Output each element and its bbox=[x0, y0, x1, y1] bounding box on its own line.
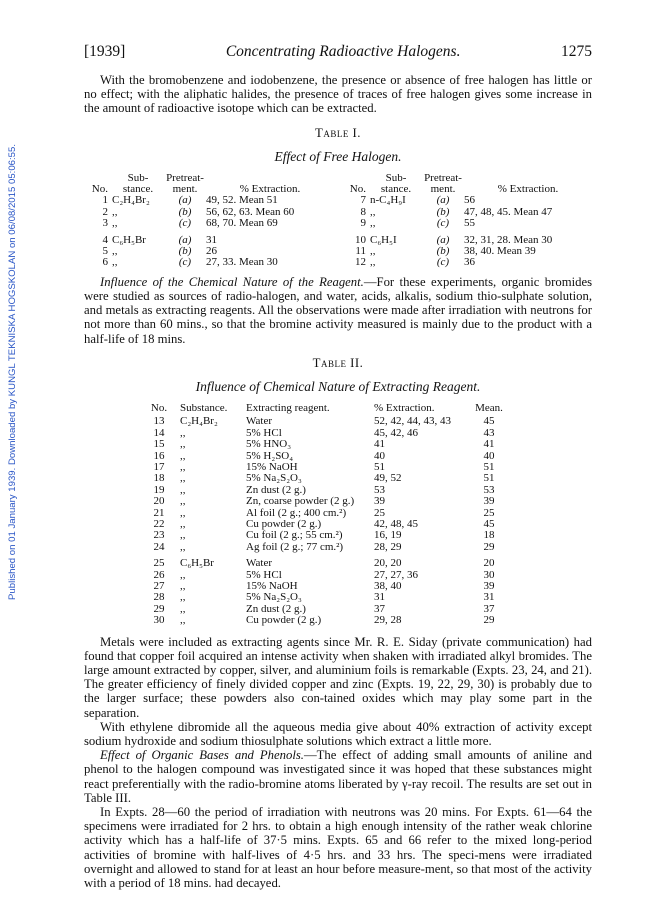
table2-row bbox=[144, 542, 506, 553]
table2-cell-ext: 20, 20 bbox=[374, 557, 402, 570]
table2-title: Influence of Chemical Nature of Extracting Reagent. bbox=[195, 378, 481, 394]
table1-cell-r-pre: (c) bbox=[436, 217, 450, 230]
table1-cell-r-no: 8 bbox=[360, 205, 366, 218]
page-content bbox=[84, 43, 592, 890]
table2-cell-mean: 51 bbox=[483, 472, 495, 485]
table-2 bbox=[144, 403, 506, 627]
table1-cell-r-pre: (c) bbox=[436, 256, 450, 269]
table1-cell-l-pre: (c) bbox=[178, 217, 192, 230]
table1-cell-l-sub: ,, bbox=[112, 256, 118, 269]
table1-cell-l-sub: ,, bbox=[112, 217, 118, 230]
table2-cell-sub: ,, bbox=[180, 483, 186, 496]
table2-cell-mean: 43 bbox=[483, 426, 495, 439]
table2-cell-reag: Zn dust (2 g.) bbox=[246, 483, 306, 496]
table1-cell-l-ext: 26 bbox=[206, 245, 217, 258]
table2-row bbox=[144, 451, 506, 462]
header-no-right: No. bbox=[349, 183, 366, 196]
table1-row bbox=[84, 218, 592, 229]
table1-cell-r-ext: 56 bbox=[464, 194, 475, 207]
table2-cell-reag: 5% Na₂S₂O₃ bbox=[246, 472, 302, 485]
table1-cell-r-ext: 32, 31, 28. Mean 30 bbox=[464, 233, 553, 246]
table1-cell-r-pre: (a) bbox=[436, 194, 450, 207]
table2-row bbox=[144, 496, 506, 507]
table2-cell-reag: 15% NaOH bbox=[246, 579, 298, 592]
header-year: [1939] bbox=[84, 43, 126, 60]
table2-cell-ext: 40 bbox=[374, 449, 385, 462]
influence-paragraph: Influence of the Chemical Nature of the Reagent.—For these experiments, organic bromides were studied as sources of radio-halogen, and water, acids, alkalis, sodium thio-sulphate solution, and metals as extracting reagents. All the observations were made after irradiation with neutrons for not more than 60 mins., so that the bromine activity measured is mainly due to the product with a half-life of 18 mins. bbox=[84, 274, 593, 346]
table2-cell-sub: ,, bbox=[180, 568, 186, 581]
table2-cell-sub: ,, bbox=[180, 517, 186, 530]
table1-cell-r-ext: 38, 40. Mean 39 bbox=[464, 245, 536, 258]
table2-cell-mean: 39 bbox=[483, 495, 495, 508]
header-title: Concentrating Radioactive Halogens. bbox=[225, 43, 461, 60]
table2-cell-reag: 5% HCl bbox=[246, 426, 282, 439]
table1-cell-l-no: 3 bbox=[102, 217, 108, 230]
table1-label: Table I. bbox=[315, 125, 361, 140]
table1-cell-l-pre: (b) bbox=[178, 205, 192, 218]
table1-cell-r-sub: ,, bbox=[370, 256, 376, 269]
table2-cell-mean: 40 bbox=[483, 449, 495, 462]
table2-cell-reag: 5% H₂SO₄ bbox=[246, 449, 294, 462]
table2-cell-reag: Cu powder (2 g.) bbox=[246, 614, 322, 627]
table2-cell-ext: 52, 42, 44, 43, 43 bbox=[374, 415, 451, 428]
table1-cell-r-sub: C₆H₅I bbox=[370, 233, 397, 246]
table1-cell-r-sub: n-C₄H₉I bbox=[370, 194, 406, 207]
table2-cell-sub: ,, bbox=[180, 591, 186, 604]
table1-cell-r-no: 9 bbox=[360, 217, 366, 230]
table2-cell-sub: ,, bbox=[180, 506, 186, 519]
table2-cell-no: 20 bbox=[153, 495, 165, 508]
table1-cell-l-sub: C₂H₄Br₂ bbox=[112, 194, 150, 207]
bases-paragraph: Effect of Organic Bases and Phenols.—The effect of adding small amounts of aniline and phenol to the halogen compound was investigated since it was hoped that these substances might react preferentially with the radio-bromine atoms liberated by γ-ray recoil. The results are set out in Table III. bbox=[84, 748, 592, 805]
table2-cell-ext: 31 bbox=[374, 591, 385, 604]
table1-cell-l-ext: 56, 62, 63. Mean 60 bbox=[206, 205, 295, 218]
header-extraction: % Extraction. bbox=[374, 401, 435, 414]
expts-paragraph: In Expts. 28—60 the period of irradiation with neutrons was 20 mins. For Expts. 61—64 the specimens were irradiated for 2 hrs. to obtain a high enough intensity of the rather weak chlorine activity which has a half-life of 37·5 mins. Expts. 65 and 66 refer to the mixed long-period activities of bromine with half-lives of 4·5 hrs. and 33 hrs. The speci-mens were irradiated overnight and allowed to stand for at least an hour before measure-ment, so that most of the activity with a period of 18 mins. had decayed. bbox=[84, 805, 592, 891]
table2-cell-reag: Zn dust (2 g.) bbox=[246, 602, 306, 615]
table2-cell-ext: 28, 29 bbox=[374, 540, 402, 553]
metals-paragraph: Metals were included as extracting agents since Mr. R. E. Siday (private communication) had found that copper foil acquired an intense activity when shaken with irradiated alkyl bromides. The large amount extracted by copper, silver, and aluminium foils is remarkable (Expts. 23, 24, and 21). The greater efficiency of finely divided copper and zinc (Expts. 19, 22, 29, 30) is probably due to the larger surface; these powders also con-tained oxides which may play some part in the separation. bbox=[84, 634, 592, 720]
table2-cell-ext: 37 bbox=[374, 602, 385, 615]
table2-cell-sub: ,, bbox=[180, 614, 186, 627]
table1-row bbox=[84, 246, 592, 257]
table2-cell-no: 30 bbox=[153, 614, 165, 627]
table2-cell-sub: C₆H₅Br bbox=[180, 557, 214, 570]
table2-cell-no: 27 bbox=[153, 579, 165, 592]
table2-cell-ext: 39 bbox=[374, 495, 385, 508]
table1-cell-l-no: 5 bbox=[102, 245, 108, 258]
table2-cell-sub: ,, bbox=[180, 495, 186, 508]
table1-cell-l-pre: (a) bbox=[178, 233, 192, 246]
table2-cell-ext: 29, 28 bbox=[374, 614, 402, 627]
table2-cell-reag: 5% HNO₃ bbox=[246, 438, 292, 451]
header-pretreatment-right: Pretreat- ment. bbox=[424, 171, 462, 196]
table2-row bbox=[144, 592, 506, 603]
table1-cell-r-sub: ,, bbox=[370, 245, 376, 258]
table1-cell-l-sub: ,, bbox=[112, 245, 118, 258]
table1-row bbox=[84, 257, 592, 268]
table2-row bbox=[144, 428, 506, 439]
table2-cell-reag: Zn, coarse powder (2 g.) bbox=[246, 495, 355, 508]
table1-cell-r-pre: (b) bbox=[436, 205, 450, 218]
table1-cell-r-ext: 36 bbox=[464, 256, 475, 269]
table2-row bbox=[144, 581, 506, 592]
table1-cell-l-ext: 68, 70. Mean 69 bbox=[206, 217, 278, 230]
table2-cell-reag: 15% NaOH bbox=[246, 460, 298, 473]
table2-cell-no: 23 bbox=[153, 529, 165, 542]
table2-cell-no: 21 bbox=[153, 506, 165, 519]
table2-row bbox=[144, 416, 506, 427]
table2-cell-mean: 18 bbox=[483, 529, 495, 542]
table1-cell-r-no: 10 bbox=[355, 233, 366, 246]
table2-cell-mean: 41 bbox=[483, 438, 495, 451]
table2-cell-mean: 29 bbox=[483, 540, 495, 553]
table1-cell-r-sub: ,, bbox=[370, 217, 376, 230]
table1-cell-r-no: 11 bbox=[355, 245, 366, 258]
table2-cell-reag: Water bbox=[246, 557, 272, 570]
table2-cell-ext: 25 bbox=[374, 506, 385, 519]
table2-cell-sub: ,, bbox=[180, 438, 186, 451]
table1-row bbox=[84, 207, 592, 218]
header-no: No. bbox=[150, 401, 168, 414]
table2-cell-sub: ,, bbox=[180, 426, 186, 439]
table1-cell-r-ext: 47, 48, 45. Mean 47 bbox=[464, 205, 553, 218]
table2-cell-ext: 27, 27, 36 bbox=[374, 568, 418, 581]
table2-cell-mean: 30 bbox=[483, 568, 495, 581]
table2-cell-ext: 38, 40 bbox=[374, 579, 402, 592]
table2-cell-no: 29 bbox=[153, 602, 165, 615]
table2-cell-mean: 39 bbox=[483, 579, 495, 592]
table2-row bbox=[144, 615, 506, 626]
table1-cell-l-ext: 49, 52. Mean 51 bbox=[206, 194, 278, 207]
header-substance: Sub- stance. bbox=[122, 171, 154, 196]
header-extraction: % Extraction. bbox=[239, 183, 301, 196]
intro-paragraph: With the bromobenzene and iodobenzene, the presence or absence of free halogen has little or no effect; with the aliphatic halides, the presence of traces of free halogen gives some increase in the amount of radioactive isotope which can be extracted. bbox=[84, 73, 592, 116]
table2-cell-reag: 5% Na₂S₂O₃ bbox=[246, 591, 302, 604]
table2-cell-ext: 51 bbox=[374, 460, 385, 473]
table1-row bbox=[84, 230, 592, 246]
table2-row bbox=[144, 473, 506, 484]
table2-cell-no: 24 bbox=[153, 540, 165, 553]
table1-title: Effect of Free Halogen. bbox=[274, 148, 402, 164]
table2-row bbox=[144, 553, 506, 569]
table2-row bbox=[144, 508, 506, 519]
table1-cell-l-ext: 31 bbox=[206, 233, 217, 246]
table2-header-row bbox=[144, 403, 506, 416]
table2-cell-sub: ,, bbox=[180, 449, 186, 462]
table-1 bbox=[84, 173, 592, 269]
table2-row bbox=[144, 604, 506, 615]
table2-cell-no: 13 bbox=[153, 415, 165, 428]
table1-cell-l-pre: (c) bbox=[178, 256, 192, 269]
table1-cell-l-pre: (a) bbox=[178, 194, 192, 207]
table1-cell-r-sub: ,, bbox=[370, 205, 376, 218]
header-no: No. bbox=[91, 183, 108, 196]
table2-cell-mean: 20 bbox=[483, 557, 495, 570]
table2-row bbox=[144, 439, 506, 450]
table1-cell-l-ext: 27, 33. Mean 30 bbox=[206, 256, 278, 269]
table2-cell-sub: ,, bbox=[180, 460, 186, 473]
table2-row bbox=[144, 570, 506, 581]
table2-cell-mean: 37 bbox=[483, 602, 495, 615]
header-substance-right: Sub- stance. bbox=[380, 171, 412, 196]
table1-cell-l-no: 2 bbox=[102, 205, 108, 218]
table2-cell-ext: 42, 48, 45 bbox=[374, 517, 418, 530]
table2-cell-ext: 41 bbox=[374, 438, 385, 451]
table2-cell-ext: 53 bbox=[374, 483, 385, 496]
table2-cell-ext: 49, 52 bbox=[374, 472, 402, 485]
table2-cell-no: 14 bbox=[153, 426, 165, 439]
table2-cell-no: 26 bbox=[153, 568, 165, 581]
watermark-text: Published on 01 January 1939. Downloaded by KUNGL TEKNISKA HOGSKOLAN on 06/08/2015 05:06:55. bbox=[7, 144, 18, 600]
header-mean: Mean. bbox=[475, 401, 503, 414]
header-pretreatment: Pretreat- ment. bbox=[166, 171, 204, 196]
table2-cell-reag: Ag foil (2 g.; 77 cm.²) bbox=[246, 540, 344, 553]
table2-cell-reag: Al foil (2 g.; 400 cm.²) bbox=[246, 506, 347, 519]
ethylene-paragraph: With ethylene dibromide all the aqueous media give about 40% extraction of activity except sodium hydroxide and sodium thiosulphate solutions which extract a little more. bbox=[84, 719, 592, 749]
header-page-number: 1275 bbox=[560, 43, 592, 60]
table2-cell-sub: ,, bbox=[180, 529, 186, 542]
table2-cell-sub: ,, bbox=[180, 472, 186, 485]
table2-cell-mean: 25 bbox=[483, 506, 495, 519]
table2-cell-no: 19 bbox=[153, 483, 165, 496]
table2-cell-sub: ,, bbox=[180, 602, 186, 615]
header-substance: Substance. bbox=[180, 401, 228, 414]
table1-cell-r-pre: (b) bbox=[436, 245, 450, 258]
table2-cell-no: 22 bbox=[153, 517, 165, 530]
table1-cell-r-pre: (a) bbox=[436, 233, 450, 246]
table2-cell-no: 18 bbox=[153, 472, 165, 485]
table2-cell-mean: 31 bbox=[483, 591, 495, 604]
table2-cell-sub: C₂H₄Br₂ bbox=[180, 415, 218, 428]
table1-cell-r-no: 12 bbox=[355, 256, 366, 269]
table2-cell-reag: Cu foil (2 g.; 55 cm.²) bbox=[246, 529, 343, 542]
table2-row bbox=[144, 462, 506, 473]
table2-cell-sub: ,, bbox=[180, 579, 186, 592]
download-watermark bbox=[2, 80, 20, 600]
table1-cell-r-no: 7 bbox=[360, 194, 366, 207]
table2-cell-no: 25 bbox=[153, 557, 165, 570]
table1-cell-l-pre: (b) bbox=[178, 245, 192, 258]
table2-cell-mean: 51 bbox=[483, 460, 495, 473]
table2-cell-sub: ,, bbox=[180, 540, 186, 553]
table2-cell-no: 28 bbox=[153, 591, 165, 604]
table2-cell-no: 15 bbox=[153, 438, 165, 451]
table2-cell-mean: 45 bbox=[483, 517, 495, 530]
running-header bbox=[84, 43, 592, 61]
table2-cell-no: 16 bbox=[153, 449, 165, 462]
table2-cell-mean: 29 bbox=[483, 614, 495, 627]
table2-cell-mean: 53 bbox=[483, 483, 495, 496]
table2-cell-no: 17 bbox=[153, 460, 165, 473]
table2-cell-reag: Cu powder (2 g.) bbox=[246, 517, 322, 530]
table1-cell-l-no: 4 bbox=[102, 233, 108, 246]
table1-cell-l-no: 6 bbox=[102, 256, 108, 269]
header-extraction-right: % Extraction. bbox=[497, 183, 559, 196]
table2-cell-reag: 5% HCl bbox=[246, 568, 282, 581]
table1-cell-l-sub: ,, bbox=[112, 205, 118, 218]
table2-cell-mean: 45 bbox=[483, 415, 495, 428]
table1-cell-r-ext: 55 bbox=[464, 217, 475, 230]
table1-cell-l-no: 1 bbox=[102, 194, 108, 207]
header-reagent: Extracting reagent. bbox=[246, 401, 330, 414]
table2-label: Table II. bbox=[312, 355, 364, 370]
table1-cell-l-sub: C₆H₅Br bbox=[112, 233, 146, 246]
table2-cell-reag: Water bbox=[246, 415, 272, 428]
table2-cell-ext: 16, 19 bbox=[374, 529, 402, 542]
table2-cell-ext: 45, 42, 46 bbox=[374, 426, 418, 439]
table1-header-row bbox=[84, 173, 592, 196]
